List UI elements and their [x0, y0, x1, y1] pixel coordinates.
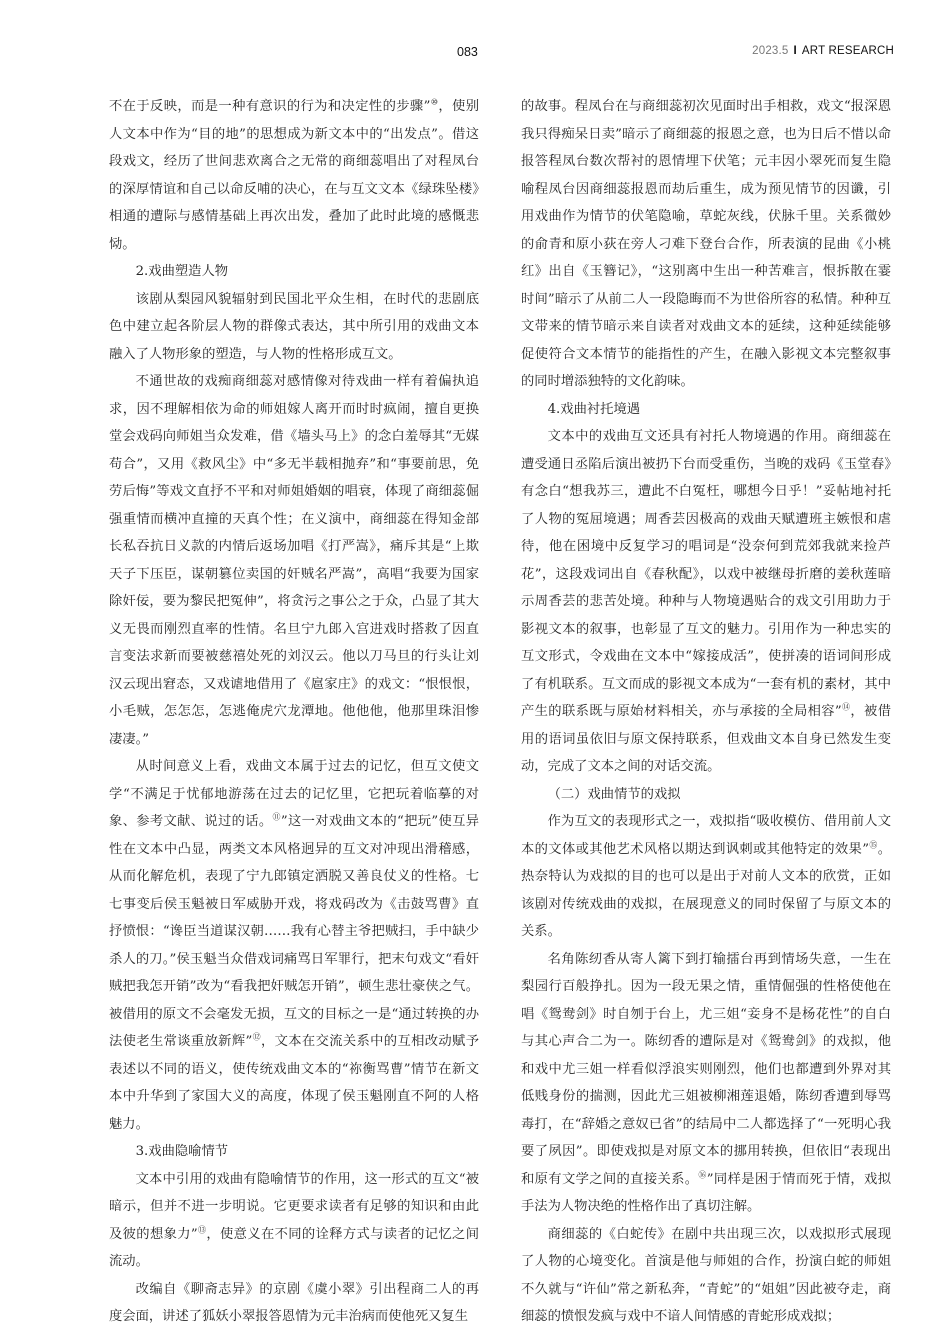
- paragraph: 该剧从梨园风貌辐射到民国北平众生相，在时代的悲剧底色中建立起各阶层人物的群像式表达，其中所引用的戏曲文本融入了人物形象的塑造，与人物的性格形成互文。: [109, 291, 479, 362]
- footnote-ref: ⑪: [272, 812, 281, 822]
- paragraph: 文本中的戏曲互文还具有衬托人物境遇的作用。商细蕊在遭受通日丞陷后演出被扔下台而受重伤，当晚的戏码《玉堂春》有念白“想我苏三，遭此不白冤枉，哪想今日乎！”妥帖地衬托了人物的冤屈境遇；周香芸因极高的戏曲天赋遭班主嫉恨和虐待，他在困境中反复学习的唱词是“没奈何到荒郊我就来捡芦花”，这段戏词出自《春秋配》，以戏中被继母折磨的姜秋莲暗示周香芸的悲苦处境。种种与人物境遇贴合的戏文引用助力于影视文本的叙事，也彰显了互文的魅力。引用作为一种忠实的互文形式，令戏曲在文本中“嫁接成活”，使拼凑的语词间形成了有机联系。互文而成的影视文本成为“一套有机的素材，其中产生的联系既与原始材料相关，亦与承接的全局相容”⑭，被借用的语词虽依旧与原文保持联系，但戏曲文本自身已然发生变动，完成了文本之间的对话交流。: [521, 429, 891, 774]
- section-heading: 2.戏曲塑造人物: [135, 264, 229, 279]
- footnote-ref: ⑫: [252, 1032, 261, 1042]
- issue-date: 2023.5: [752, 45, 789, 57]
- section-heading: （二）戏曲情节的戏拟: [547, 786, 681, 802]
- footnote-ref: ⑭: [841, 702, 851, 712]
- paragraph: 商细蕊的《白蛇传》在剧中共出现三次，以戏拟形式展现了人物的心境变化。首演是他与师姐的合作，扮演白蛇的师姐不久就与“许仙”常之新私奔，“青蛇”的“姐姐”因此被夺走，商细蕊的愤恨发疯与戏中不谙人间情感的青蛇形成戏拟；: [521, 1226, 891, 1324]
- paragraph: 文本中引用的戏曲有隐喻情节的作用，这一形式的互文“被暗示，但并不进一步明说。它更要求读者有足够的知识和由此及彼的想象力”⑬，使意义在不同的诠释方式与读者的记忆之间流动。: [109, 1171, 479, 1269]
- paragraph: 名角陈纫香从寄人篱下到打输擂台再到情场失意，一生在梨园行百般挣扎。因为一段无果之情，重情倔强的性格使他在唱《鸳鸯剑》时自刎于台上，尤三姐“妾身不是杨花性”的自白与其心声合二为一。陈纫香的遭际是对《鸳鸯剑》的戏拟，他和戏中尤三姐一样看似浮浪实则刚烈，他们也都遭到外界对其低贱身份的揣测，因此尤三姐被柳湘莲退婚，陈纫香遭到辱骂毒打，在“辞婚之意奴已省”的结局中二人都选择了“一死明心我要了夙因”。即使戏拟是对原文本的挪用转换，但依旧“表现出和原有文学之间的直接关系。⑯”同样是困于情而死于情，戏拟手法为人物决绝的性格作出了真切注解。: [521, 951, 891, 1214]
- footnote-ref: ⑩: [430, 97, 439, 107]
- page-header: [0, 0, 950, 70]
- journal-name: ART RESEARCH: [801, 45, 894, 57]
- paragraph: 作为互文的表现形式之一，戏拟指“吸收模仿、借用前人文本的文体或其他艺术风格以期达到讽刺或其他特定的效果”⑮。热奈特认为戏拟的目的也可以是出于对前人文本的欣赏，正如该剧对传统戏曲的戏拟，在展现意义的同时保留了与原文本的关系。: [521, 814, 891, 939]
- separator-bar: I: [793, 45, 797, 57]
- footnote-ref: ⑮: [869, 840, 878, 850]
- left-column: [109, 93, 479, 1331]
- footnote-ref: ⑬: [197, 1225, 207, 1235]
- right-column: [521, 93, 891, 1331]
- journal-info: [752, 45, 894, 57]
- page-number: 083: [457, 45, 478, 59]
- paragraph: 不在于反映，而是一种有意识的行为和决定性的步骤”⑩，使别人文本中作为“目的地”的思想成为新文本中的“出发点”。借这段戏文，经历了世间悲欢离合之无常的商细蕊唱出了对程凤台的深厚情谊和自己以命反哺的决心，在与互文文本《绿珠坠楼》相通的遭际与感情基础上再次出发，叠加了此时此境的感慨悲恸。: [109, 97, 479, 252]
- paragraph: 不通世故的戏痴商细蕊对感情像对待戏曲一样有着偏执追求，因不理解相依为命的师姐嫁人离开而时时疯闹，擅自更换堂会戏码向师姐当众发难，借《墙头马上》的念白羞辱其“无媒苟合”，又用《救风尘》中“多无半载相抛弃”和“事要前思，免劳后悔”等戏文直抒不平和对师姐婚姻的唱衰，体现了商细蕊倔强重情而横冲直撞的天真个性；在义演中，商细蕊在得知金部长私吞抗日义款的内情后返场加唱《打严嵩》，痛斥其是“上欺天子下压臣，谋朝篡位卖国的奸贼名严嵩”，高唱“我要为国家除奸佞，要为黎民把冤伸”，将贪污之事公之于众，凸显了其大义无畏而刚烈直率的性情。名旦宁九郎入宫进戏时搭救了因直言变法求新而要被慈禧处死的刘汉云。他以刀马旦的行头让刘汉云现出窘态，又戏谑地借用了《扈家庄》的戏文：“恨恨恨，小毛贼，怎怎怎，怎逃俺虎穴龙潭地。他他他，他那里珠泪惨凄凄。”: [109, 374, 479, 747]
- section-heading: 3.戏曲隐喻情节: [135, 1144, 229, 1159]
- section-heading: 4.戏曲衬托境遇: [547, 401, 641, 417]
- paragraph: 从时间意义上看，戏曲文本属于过去的记忆，但互文使文学“不满足于忧郁地游荡在过去的记忆里，它把玩着临摹的对象、参考文献、说过的话。⑪”这一对戏曲文本的“把玩”使互异性在文本中凸显，两类文本风格迥异的互文对冲现出滑稽感，从而化解危机，表现了宁九郎镇定洒脱又善良仗义的性格。七七事变后侯玉魁被日军威胁开戏，将戏码改为《击鼓骂曹》直抒愤恨：“谗臣当道谋汉朝……我有心替主爷把贼扫，手中缺少杀人的刀。”侯玉魁当众借戏词痛骂日军罪行，把末句戏文“看奸贼把我怎开销”改为“看我把奸贼怎开销”，顿生悲壮豪侠之气。被借用的原文不会毫发无损，互文的目标之一是“通过转换的办法使老生常谈重放新辉”⑫，文本在交流关系中的互相改动赋予表述以不同的语义，使传统戏曲文本的“祢衡骂曹”情节在新文本中升华到了家国大义的高度，体现了侯玉魁刚直不阿的人格魅力。: [109, 759, 479, 1132]
- paragraph: 改编自《聊斋志异》的京剧《虞小翠》引出程商二人的再度会面，讲述了狐妖小翠报答恩情为元丰治病而使他死又复生: [109, 1281, 479, 1324]
- paragraph: 的故事。程凤台在与商细蕊初次见面时出手相救，戏文“报深恩我只得痴呆日卖”暗示了商细蕊的报恩之意，也为日后不惜以命报答程凤台数次帮衬的恩情埋下伏笔；元丰因小翠死而复生隐喻程凤台因商细蕊报恩而劫后重生，成为预见情节的因谶，引用戏曲作为情节的伏笔隐喻，草蛇灰线，伏脉千里。关系微妙的俞青和原小荻在旁人刁难下登台合作，所表演的昆曲《小桃红》出自《玉簪记》，“这别离中生出一种苦难言，恨拆散在霎时间”暗示了从前二人一段隐晦而不为世俗所容的私情。种种互文带来的情节暗示来自读者对戏曲文本的延续，这种延续能够促使符合文本情节的能指性的产生，在融入影视文本完整叙事的同时增添独特的文化韵味。: [521, 99, 891, 389]
- footnote-ref: ⑯: [698, 1170, 707, 1180]
